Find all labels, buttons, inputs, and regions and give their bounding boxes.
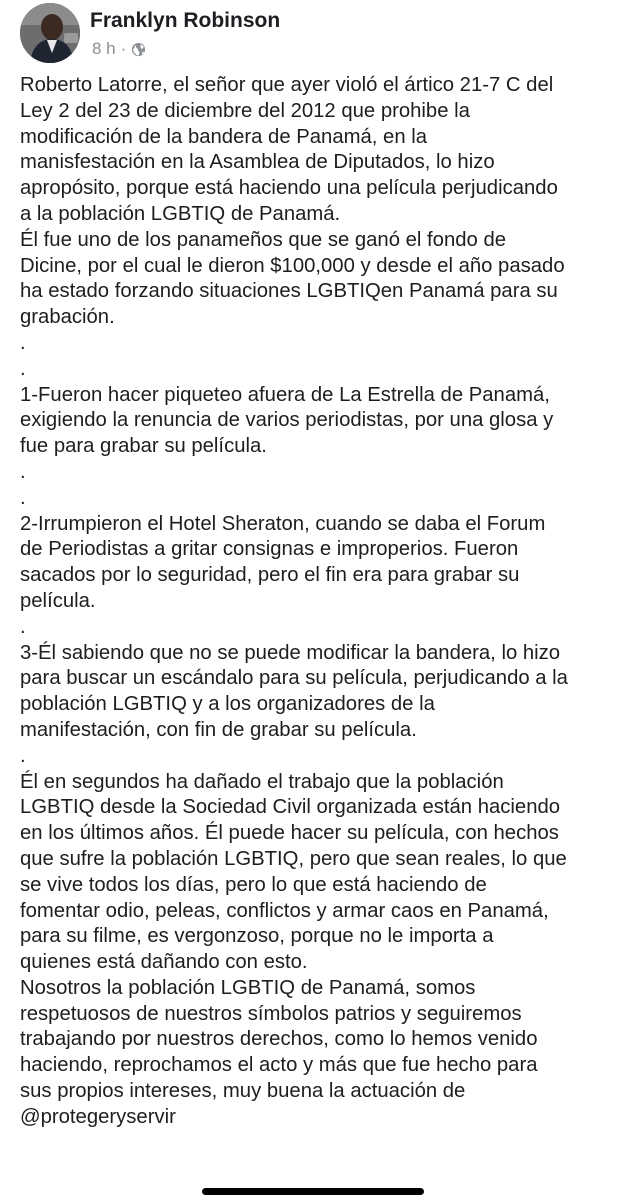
post-text-line: Dicine, por el cual le dieron $100,000 y desde el año pasado: [20, 254, 565, 277]
post-text-line: trabajando por nuestros derechos, como lo hemos venido: [20, 1028, 538, 1051]
post-text-line: 1-Fueron hacer piqueteo afuera de La Estrella de Panamá,: [20, 383, 550, 406]
post-text-line: manisfestación en la Asamblea de Diputados, lo hizo: [20, 151, 495, 174]
post-text-line: 3-Él sabiendo que no se puede modificar la bandera, lo hizo: [20, 641, 561, 664]
post-time[interactable]: 8 h: [92, 39, 116, 58]
post-text-line: Él en segundos ha dañado el trabajo que la población: [20, 770, 504, 793]
post-text-line: ha estado forzando situaciones LGBTIQen Panamá para su: [20, 280, 558, 303]
post-text-line: .: [20, 331, 26, 354]
post-text-line: fue para grabar su película.: [20, 435, 267, 458]
post-text-line: a la población LGBTIQ de Panamá.: [20, 202, 341, 225]
author-avatar[interactable]: [20, 3, 80, 63]
author-name[interactable]: Franklyn Robinson: [90, 9, 281, 32]
post-text-line: Él fue uno de los panameños que se ganó el fondo de: [20, 228, 506, 251]
home-indicator[interactable]: [202, 1188, 424, 1195]
post-text-line: 2-Irrumpieron el Hotel Sheraton, cuando se daba el Forum: [20, 512, 546, 535]
post-text: [20, 73, 612, 1131]
post-text-line: Roberto Latorre, el señor que ayer violó el ártico 21-7 C del: [20, 74, 554, 96]
post-text-line: sus propios intereses, muy buena la actuación de: [20, 1080, 466, 1103]
post-text-line: de Periodistas a gritar consignas e improperios. Fueron: [20, 538, 519, 561]
post-text-line: .: [20, 357, 26, 380]
globe-icon: [131, 42, 146, 57]
post-text-line: .: [20, 615, 26, 638]
post-text-line: quienes está dañando con esto.: [20, 951, 308, 974]
post-text-line: población LGBTIQ y a los organizadores de la: [20, 693, 435, 716]
post-text-line: .: [20, 486, 26, 509]
post-text-line: fomentar odio, peleas, conflictos y armar caos en Panamá,: [20, 899, 549, 922]
post-text-line: se vive todos los días, pero lo que está haciendo de: [20, 873, 487, 896]
post-text-line: película.: [20, 589, 96, 612]
post-text-line: para buscar un escándalo para su película, perjudicando a la: [20, 667, 568, 690]
post-text-line: sacados por lo seguridad, pero el fin era para grabar su: [20, 564, 520, 587]
post-text-line: modificación de la bandera de Panamá, en la: [20, 125, 428, 148]
post-text-line: para su filme, es vergonzoso, porque no le importa a: [20, 925, 494, 948]
post-text-line: apropósito, porque está haciendo una película perjudicando: [20, 177, 558, 200]
post-text-line: manifestación, con fin de grabar su película.: [20, 718, 417, 741]
post-text-line: LGBTIQ desde la Sociedad Civil organizada están haciendo: [20, 796, 561, 819]
post-text-line: @protegeryservir: [20, 1105, 176, 1128]
profile-photo-icon: [20, 3, 80, 63]
post-text-line: que sufre la población LGBTIQ, pero que sean reales, lo que: [20, 847, 567, 870]
post-text-line: exigiendo la renuncia de varios periodistas, por una glosa y: [20, 409, 554, 432]
post-text-line: haciendo, reprochamos el acto y más que fue hecho para: [20, 1054, 538, 1077]
post-text-line: Ley 2 del 23 de diciembre del 2012 que prohibe la: [20, 99, 470, 122]
post-text-line: grabación.: [20, 306, 115, 329]
meta-separator: ·: [120, 39, 127, 58]
post-text-line: en los últimos años. Él puede hacer su película, con hechos: [20, 822, 559, 845]
post-meta: [92, 39, 146, 59]
post-header: [20, 3, 605, 63]
post-text-line: .: [20, 744, 26, 767]
post-text-line: Nosotros la población LGBTIQ de Panamá, somos: [20, 976, 476, 999]
post-text-line: respetuosos de nuestros símbolos patrios y seguiremos: [20, 1002, 522, 1025]
post-text-line: .: [20, 460, 26, 483]
